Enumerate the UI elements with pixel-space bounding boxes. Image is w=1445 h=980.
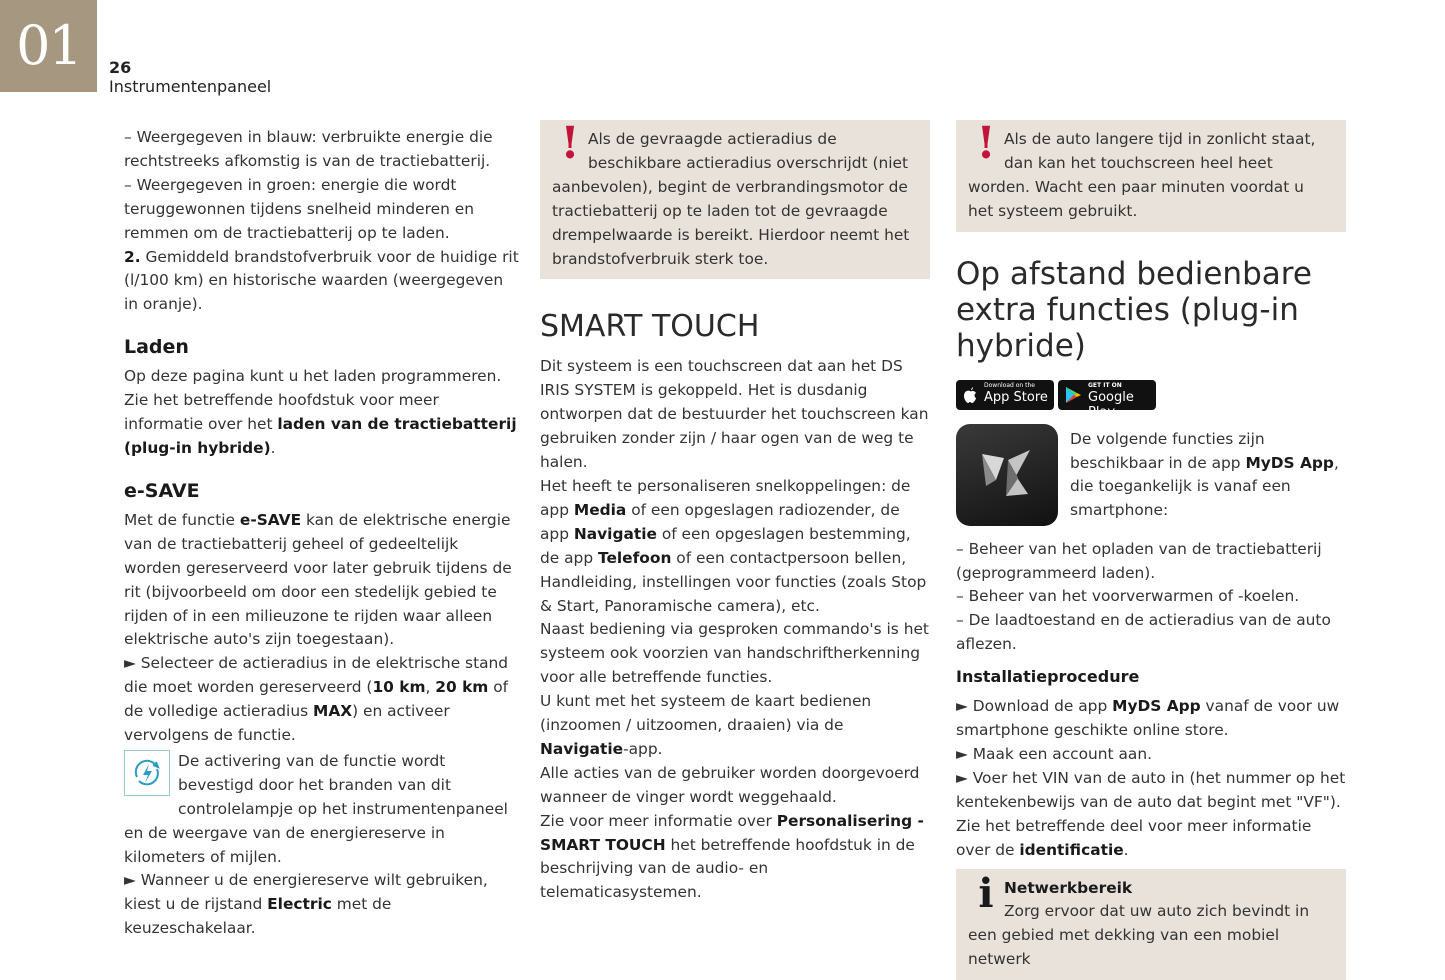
app-intro (956, 424, 1346, 538)
paragraph: 2. Gemiddeld brandstofverbruik voor de huidige rit (l/100 km) en historische waarden (weergegeven in oranje). (124, 246, 519, 318)
info-icon: i (968, 871, 1004, 915)
paragraph: – Weergegeven in blauw: verbruikte energie die rechtstreeks afkomstig is van de tractiebatterij. (124, 126, 519, 174)
esave-indicator-icon (124, 750, 170, 796)
paragraph: – Weergegeven in groen: energie die wordt teruggewonnen tijdens snelheid minderen en remmen om de tractiebatterij op te laden. (124, 174, 519, 246)
warning-icon: ! (968, 122, 1004, 166)
paragraph: De volgende functies zijn beschikbaar in de app MyDS App, die toegankelijk is vanaf een smartphone: (956, 428, 1346, 524)
paragraph: Het heeft te personaliseren snelkoppelingen: de app Media of een opgeslagen radiozender, de app Navigatie of een opgeslagen bestemming, de app Telefoon of een contactpersoon bellen, Handleiding, instellingen voor functies (zoals Stop & Start, Panoramische camera), etc. (540, 475, 930, 618)
google-play-badge[interactable]: GET IT ON Google Play (1058, 380, 1156, 410)
app-store-badge[interactable]: Download on the App Store (956, 380, 1054, 410)
play-icon (1064, 386, 1082, 404)
paragraph: Naast bediening via gesproken commando's is het systeem ook voorzien van handschriftherkenning voor alle betreffende functies. (540, 618, 930, 690)
paragraph: Zie het betreffende hoofdstuk voor meer informatie over het laden van de tractiebatterij (plug-in hybride). (124, 389, 519, 461)
heading-esave: e-SAVE (124, 479, 519, 503)
column-middle (540, 120, 930, 905)
paragraph: Met de functie e-SAVE kan de elektrische energie van de tractiebatterij geheel of gedeeltelijk worden gereserveerd voor later gebruik tijdens de rit (bijvoorbeeld om door een stedelijk gebied te rijden of in een milieuzone te rijden waar alleen elektrische auto's zijn toegestaan). (124, 509, 519, 652)
step: ► Voer het VIN van de auto in (het nummer op het kentekenbewijs van de auto dat begint met "VF"). (956, 767, 1346, 815)
paragraph: Dit systeem is een touchscreen dat aan het DS IRIS SYSTEM is gekoppeld. Het is dusdanig ontworpen dat de bestuurder het touchscreen kan gebruiken zonder zijn / haar ogen van de weg te halen. (540, 355, 930, 475)
paragraph: ► Wanneer u de energiereserve wilt gebruiken, kiest u de rijstand Electric met de keuzeschakelaar. (124, 869, 519, 941)
smart-touch-title: SMART TOUCH (540, 309, 930, 345)
myds-app-icon (956, 424, 1058, 526)
cross-reference: identificatie (1019, 841, 1123, 859)
cross-reference: laden van de tractiebatterij (plug-in hybride) (124, 415, 517, 457)
warning-note: ! Als de auto langere tijd in zonlicht staat, dan kan het touchscreen heel heet worden. Wacht een paar minuten voordat u het systeem gebruikt. (956, 120, 1346, 232)
app-name: MyDS App (1245, 454, 1334, 472)
heading-laden: Laden (124, 335, 519, 359)
chapter-tab: 01 (0, 0, 97, 92)
paragraph: Alle acties van de gebruiker worden doorgevoerd wanneer de vinger wordt weggehaald. (540, 762, 930, 810)
paragraph: Op deze pagina kunt u het laden programmeren. (124, 365, 519, 389)
step: ► Download de app MyDS App vanaf de voor uw smartphone geschikte online store. (956, 695, 1346, 743)
apple-icon (962, 386, 978, 404)
info-title: Netwerkbereik (1004, 879, 1132, 897)
paragraph: ► Selecteer de actieradius in de elektrische stand die moet worden gereserveerd (10 km, 20 km of de volledige actieradius MAX) en activeer vervolgens de functie. (124, 652, 519, 748)
section-title: Instrumentenpaneel (109, 77, 271, 96)
page-number: 26 (109, 58, 131, 77)
list-item: – Beheer van het voorverwarmen of -koelen. (956, 585, 1346, 609)
heading-installatie: Installatieprocedure (956, 665, 1346, 689)
paragraph: U kunt met het systeem de kaart bedienen (inzoomen / uitzoomen, draaien) via de Navigatie-app. (540, 690, 930, 762)
cross-reference: Personalisering - SMART TOUCH (540, 812, 924, 854)
list-item: – De laadtoestand en de actieradius van de auto aflezen. (956, 609, 1346, 657)
column-left (124, 126, 519, 941)
paragraph: Zie het betreffende deel voor meer informatie over de identificatie. (956, 815, 1346, 863)
warning-icon: ! (552, 122, 588, 166)
list-item: – Beheer van het opladen van de tractiebatterij (geprogrammeerd laden). (956, 538, 1346, 586)
paragraph: Zie voor meer informatie over Personalisering - SMART TOUCH het betreffende hoofdstuk in de beschrijving van de audio- en telematicasystemen. (540, 810, 930, 906)
remote-functions-title: Op afstand bedienbare extra functies (plug-in hybride) (956, 256, 1346, 364)
warning-note: ! Als de gevraagde actieradius de beschikbare actieradius overschrijdt (niet aanbevolen), begint de verbrandingsmotor de tractiebatterij op te laden tot de gevraagde drempelwaarde is bereikt. Hierdoor neemt het brandstofverbruik sterk toe. (540, 120, 930, 279)
store-badges (956, 380, 1346, 412)
column-right (956, 120, 1346, 980)
step: ► Maak een account aan. (956, 743, 1346, 767)
paragraph: De activering van de functie wordt bevestigd door het branden van dit controlelampje op het instrumentenpaneel en de weergave van de energiereserve in kilometers of mijlen. (124, 750, 519, 870)
info-note: i Netwerkbereik Zorg ervoor dat uw auto zich bevindt in een gebied met dekking van een mobiel netwerk (956, 869, 1346, 980)
